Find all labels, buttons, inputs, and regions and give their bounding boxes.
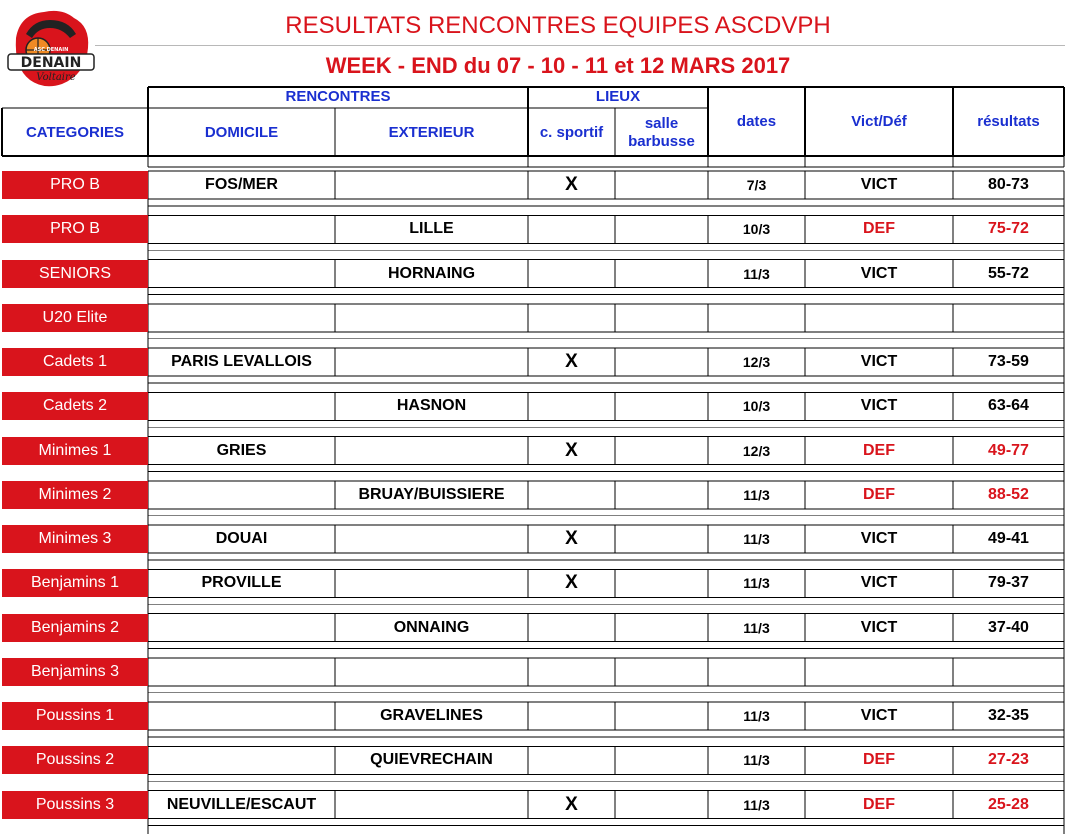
c-sportif-cell [528, 702, 615, 730]
c-sportif-cell [528, 614, 615, 642]
vict-def-cell: DEF [863, 795, 895, 813]
resultat-cell [953, 304, 1064, 332]
domicile-cell [148, 260, 335, 288]
c-sportif-cell [528, 304, 615, 332]
salle-cell [615, 215, 708, 243]
domicile-cell: GRIES [216, 441, 267, 459]
c-sportif-cell [528, 260, 615, 288]
exterieur-cell [335, 437, 528, 465]
salle-cell [615, 260, 708, 288]
date-cell: 12/3 [742, 442, 771, 459]
c-sportif-cell: X [565, 528, 578, 549]
page-title: RESULTATS RENCONTRES EQUIPES ASCDVPH [285, 12, 831, 39]
exterieur-cell: HORNAING [387, 264, 476, 282]
vict-def-cell [805, 304, 953, 332]
salle-cell [615, 746, 708, 774]
c-sportif-cell: X [565, 793, 578, 815]
vict-def-cell: VICT [860, 353, 898, 370]
c-sportif-cell [528, 481, 615, 509]
exterieur-cell [335, 525, 528, 553]
date-cell: 11/3 [743, 619, 770, 636]
exterieur-cell: LILLE [409, 220, 454, 238]
header-salle: salle [644, 114, 679, 132]
salle-cell [615, 304, 708, 332]
category-cell: Poussins 1 [2, 702, 148, 730]
header-lieux: LIEUX [595, 88, 641, 105]
date-cell: 11/3 [743, 708, 770, 724]
c-sportif-cell [528, 392, 615, 420]
resultat-cell [953, 658, 1064, 686]
exterieur-cell: GRAVELINES [380, 707, 483, 724]
resultat-cell: 73-59 [988, 353, 1029, 370]
exterieur-cell [335, 658, 528, 686]
date-cell: 11/3 [743, 575, 770, 592]
exterieur-cell [335, 171, 528, 199]
resultat-cell: 88-52 [988, 485, 1029, 503]
category-cell: Minimes 1 [2, 437, 148, 465]
date-cell: 11/3 [743, 265, 770, 282]
exterieur-cell [335, 304, 528, 332]
category-cell: PRO B [2, 215, 148, 243]
domicile-cell [148, 614, 335, 642]
salle-cell [615, 614, 708, 642]
domicile-cell [148, 481, 335, 509]
date-cell: 10/3 [742, 221, 771, 238]
vict-def-cell: VICT [860, 264, 898, 282]
c-sportif-cell: X [565, 572, 578, 594]
salle-cell [615, 392, 708, 420]
header-rencontres: RENCONTRES [285, 88, 391, 105]
date-cell: 11/3 [743, 486, 770, 503]
c-sportif-cell: X [565, 351, 578, 372]
salle-cell [615, 437, 708, 465]
c-sportif-cell: X [565, 439, 578, 461]
domicile-cell [148, 392, 335, 420]
domicile-cell [148, 702, 335, 730]
salle-cell [615, 348, 708, 376]
date-cell [708, 658, 805, 686]
vict-def-cell: VICT [860, 707, 898, 724]
logo-text: DENAIN [20, 55, 82, 71]
c-sportif-cell [528, 746, 615, 774]
exterieur-cell [335, 569, 528, 597]
resultat-cell: 75-72 [988, 220, 1029, 238]
category-cell: Minimes 2 [2, 481, 148, 509]
category-cell: Benjamins 2 [2, 614, 148, 642]
resultat-cell: 49-41 [988, 530, 1029, 547]
resultat-cell: 79-37 [988, 574, 1029, 592]
header-barbusse: barbusse [628, 132, 695, 150]
header-resultats: résultats [977, 112, 1040, 130]
date-cell: 11/3 [743, 752, 770, 769]
logo-small-text: ASC DENAIN [33, 47, 69, 53]
vict-def-cell: DEF [863, 485, 895, 503]
category-cell: SENIORS [2, 260, 148, 288]
domicile-cell [148, 746, 335, 774]
domicile-cell: NEUVILLE/ESCAUT [166, 795, 317, 813]
header-c-sportif: c. sportif [539, 123, 604, 141]
vict-def-cell: DEF [863, 220, 895, 238]
exterieur-cell: HASNON [396, 397, 467, 415]
salle-cell [615, 702, 708, 730]
resultat-cell: 25-28 [988, 795, 1029, 813]
vict-def-cell: VICT [860, 397, 898, 415]
c-sportif-cell [528, 658, 615, 686]
vict-def-cell: DEF [863, 751, 895, 769]
date-cell: 7/3 [746, 177, 767, 193]
page-subtitle: WEEK - END du 07 - 10 - 11 et 12 MARS 2017 [325, 53, 791, 78]
domicile-cell: PARIS LEVALLOIS [171, 353, 312, 370]
date-cell: 10/3 [742, 398, 771, 415]
category-cell: PRO B [2, 171, 148, 199]
resultat-cell: 27-23 [988, 751, 1029, 769]
domicile-cell: PROVILLE [201, 574, 282, 592]
resultat-cell: 37-40 [988, 618, 1029, 636]
domicile-cell: FOS/MER [205, 176, 278, 193]
exterieur-cell: QUIEVRECHAIN [370, 751, 493, 769]
header-vict-def: Vict/Déf [851, 112, 907, 130]
date-cell: 12/3 [742, 354, 771, 370]
header-categories: CATEGORIES [25, 123, 125, 141]
vict-def-cell: VICT [860, 618, 898, 636]
salle-cell [615, 171, 708, 199]
vict-def-cell: VICT [860, 574, 898, 592]
header-exterieur: EXTERIEUR [388, 123, 475, 141]
vict-def-cell: VICT [860, 176, 898, 193]
date-cell [708, 304, 805, 332]
resultat-cell: 49-77 [988, 441, 1029, 459]
domicile-cell [148, 304, 335, 332]
salle-cell [615, 791, 708, 819]
c-sportif-cell: X [565, 174, 578, 195]
vict-def-cell: DEF [863, 441, 895, 459]
category-cell: Cadets 2 [2, 392, 148, 420]
salle-cell [615, 525, 708, 553]
category-cell: Cadets 1 [2, 348, 148, 376]
resultat-cell: 55-72 [988, 264, 1029, 282]
exterieur-cell: BRUAY/BUISSIERE [358, 485, 505, 503]
category-cell: Benjamins 1 [2, 569, 148, 597]
resultat-cell: 80-73 [988, 176, 1029, 193]
vict-def-cell: VICT [860, 530, 898, 547]
header-dates: dates [736, 112, 777, 130]
resultat-cell: 63-64 [988, 397, 1029, 415]
exterieur-cell [335, 791, 528, 819]
resultat-cell: 32-35 [988, 707, 1029, 724]
vict-def-cell [805, 658, 953, 686]
salle-cell [615, 481, 708, 509]
domicile-cell [148, 658, 335, 686]
date-cell: 11/3 [743, 531, 770, 547]
category-cell: Benjamins 3 [2, 658, 148, 686]
category-cell: Poussins 2 [2, 746, 148, 774]
domicile-cell: DOUAI [215, 530, 268, 547]
category-cell: Minimes 3 [2, 525, 148, 553]
salle-cell [615, 569, 708, 597]
salle-cell [615, 658, 708, 686]
domicile-cell [148, 215, 335, 243]
exterieur-cell [335, 348, 528, 376]
date-cell: 11/3 [743, 796, 770, 813]
header-domicile: DOMICILE [204, 123, 279, 141]
category-cell: Poussins 3 [2, 791, 148, 819]
exterieur-cell: ONNAING [393, 618, 470, 636]
c-sportif-cell [528, 215, 615, 243]
header-salle-barbusse [615, 109, 708, 156]
logo-script-text: Voltaire [36, 72, 76, 83]
category-cell: U20 Elite [2, 304, 148, 332]
